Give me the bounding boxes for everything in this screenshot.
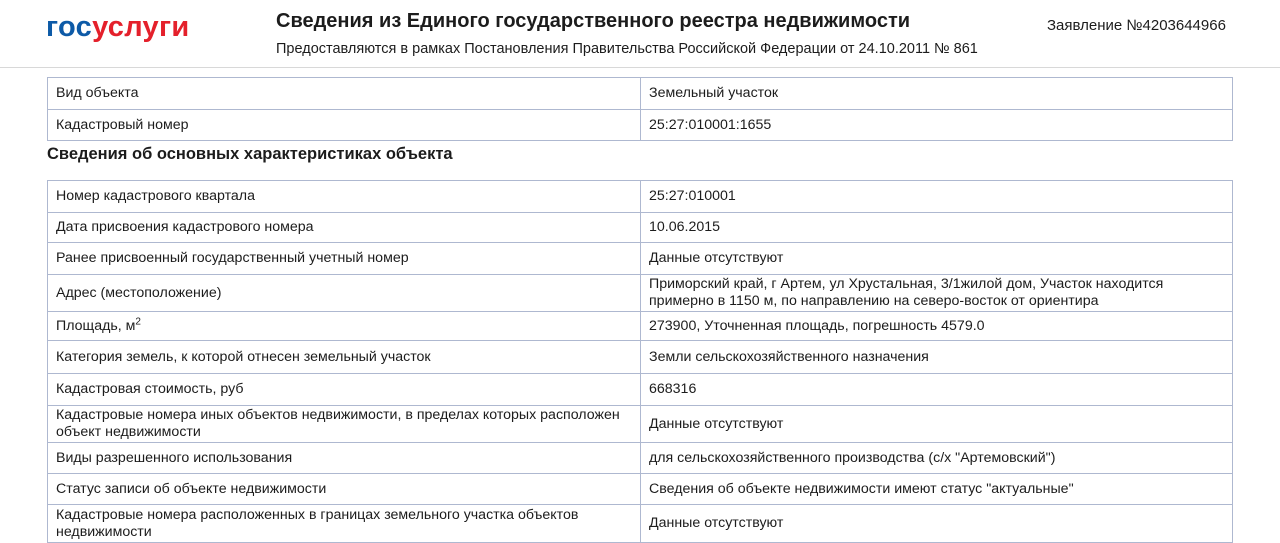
row-label: Виды разрешенного использования [48, 443, 641, 474]
row-label: Кадастровая стоимость, руб [48, 374, 641, 406]
table-row [48, 374, 1233, 406]
logo-part-gos: гос [46, 11, 93, 43]
table-row [48, 243, 1233, 275]
document-subtitle: Предоставляются в рамках Постановления Правительства Российской Федерации от 24.10.2011 № 861 [276, 41, 978, 57]
row-label: Дата присвоения кадастрового номера [48, 213, 641, 243]
row-label: Вид объекта [48, 78, 641, 110]
row-value: Земельный участок [641, 78, 1233, 110]
row-value: Данные отсутствуют [641, 505, 1233, 543]
row-value: для сельскохозяйственного производства (с/х "Артемовский") [641, 443, 1233, 474]
table-row [48, 443, 1233, 474]
characteristics-table [47, 180, 1233, 543]
table-row [48, 181, 1233, 213]
row-value: Земли сельскохозяйственного назначения [641, 341, 1233, 374]
table-row [48, 275, 1233, 312]
row-label: Ранее присвоенный государственный учетный номер [48, 243, 641, 275]
row-value: Данные отсутствуют [641, 243, 1233, 275]
row-label: Категория земель, к которой отнесен земельный участок [48, 341, 641, 374]
object-table [47, 77, 1233, 141]
row-value: 10.06.2015 [641, 213, 1233, 243]
row-label: Кадастровые номера иных объектов недвижимости, в пределах которых расположен объект недвижимости [48, 406, 641, 443]
area-unit-superscript: 2 [135, 315, 141, 327]
row-value: Данные отсутствуют [641, 406, 1233, 443]
row-label: Адрес (местоположение) [48, 275, 641, 312]
row-label: Кадастровый номер [48, 110, 641, 141]
row-value: 25:27:010001:1655 [641, 110, 1233, 141]
table-row [48, 110, 1233, 141]
logo-part-uslugi: услуги [92, 11, 190, 43]
table-row [48, 341, 1233, 374]
row-value: Сведения об объекте недвижимости имеют статус "актуальные" [641, 474, 1233, 505]
gosuslugi-logo [46, 10, 189, 44]
table-row [48, 78, 1233, 110]
row-label: Кадастровые номера расположенных в границах земельного участка объектов недвижимости [48, 505, 641, 543]
row-value: 25:27:010001 [641, 181, 1233, 213]
table-row [48, 505, 1233, 543]
document-title: Сведения из Единого государственного реестра недвижимости [276, 10, 911, 32]
area-label-text: Площадь, м [56, 317, 136, 334]
row-value: 273900, Уточненная площадь, погрешность 4579.0 [641, 312, 1233, 341]
row-value: 668316 [641, 374, 1233, 406]
row-label: Номер кадастрового квартала [48, 181, 641, 213]
application-number: Заявление №4203644966 [1047, 17, 1226, 34]
row-label: Статус записи об объекте недвижимости [48, 474, 641, 505]
header-divider [0, 67, 1280, 68]
row-label [48, 312, 641, 341]
row-value: Приморский край, г Артем, ул Хрустальная, 3/1жилой дом, Участок находится примерно в 1150 м, по направлению на северо-восток от ориентира [641, 275, 1233, 312]
table-row [48, 406, 1233, 443]
table-row [48, 312, 1233, 341]
table-row [48, 474, 1233, 505]
section-title: Сведения об основных характеристиках объекта [47, 145, 453, 163]
table-row [48, 213, 1233, 243]
